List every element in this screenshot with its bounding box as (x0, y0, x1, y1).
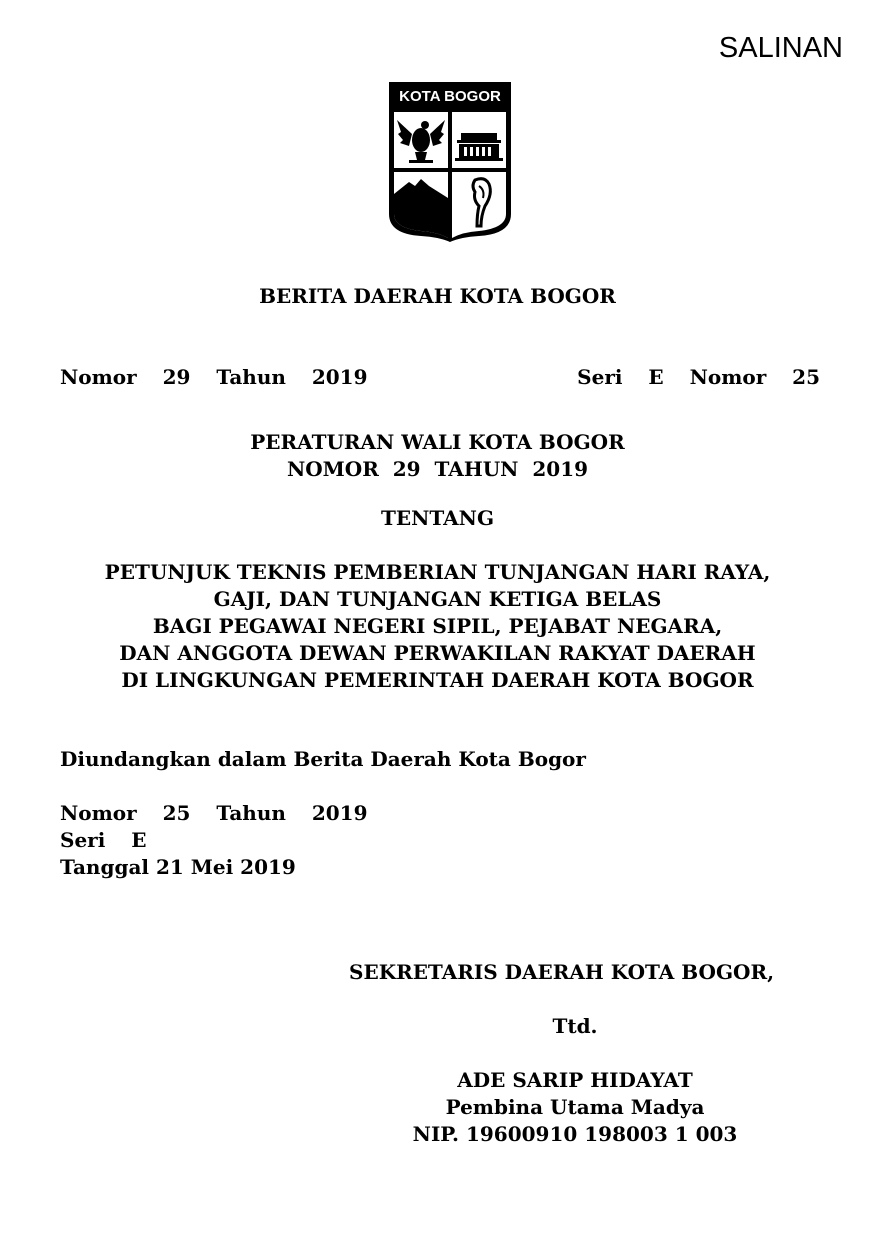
signatory-name: ADE SARIP HIDAYAT (457, 1068, 693, 1092)
copy-stamp: SALINAN (718, 32, 843, 64)
about-label: TENTANG (380, 506, 495, 530)
signatory-office: SEKRETARIS DAERAH KOTA BOGOR, (349, 960, 775, 984)
kota-bogor-emblem (389, 82, 511, 242)
signatory-nip: NIP. 19600910 198003 1 003 (412, 1122, 738, 1146)
promulgation-date: Tanggal 21 Mei 2019 (60, 855, 296, 879)
signatory-details (349, 1067, 801, 1148)
regulation-subject (0, 559, 875, 694)
emblem-label: KOTA BOGOR (399, 88, 501, 105)
promulgation-details (60, 800, 367, 881)
subject-line: PETUNJUK TEKNIS PEMBERIAN TUNJANGAN HARI RAYA, (104, 560, 771, 584)
signatory-rank: Pembina Utama Madya (445, 1095, 705, 1119)
publication-number: Nomor 29 Tahun 2019 (60, 365, 368, 389)
coat-of-arms-icon (389, 82, 511, 242)
promulgation-statement: Diundangkan dalam Berita Daerah Kota Bogor (60, 747, 586, 771)
promulgation-number: Nomor 25 Tahun 2019 (60, 801, 368, 825)
publication-title: BERITA DAERAH KOTA BOGOR (259, 284, 616, 308)
regulation-number: NOMOR 29 TAHUN 2019 (286, 457, 589, 481)
subject-line: BAGI PEGAWAI NEGERI SIPIL, PEJABAT NEGARA, (152, 614, 723, 638)
promulgation-series: Seri E (60, 828, 147, 852)
subject-line: GAJI, DAN TUNJANGAN KETIGA BELAS (213, 587, 662, 611)
signed-mark: Ttd. (552, 1014, 598, 1038)
subject-line: DAN ANGGOTA DEWAN PERWAKILAN RAKYAT DAERAH (119, 641, 756, 665)
publication-series: Seri E Nomor 25 (577, 365, 820, 389)
regulation-title: PERATURAN WALI KOTA BOGOR (250, 430, 625, 454)
subject-line: DI LINGKUNGAN PEMERINTAH DAERAH KOTA BOGOR (121, 668, 754, 692)
